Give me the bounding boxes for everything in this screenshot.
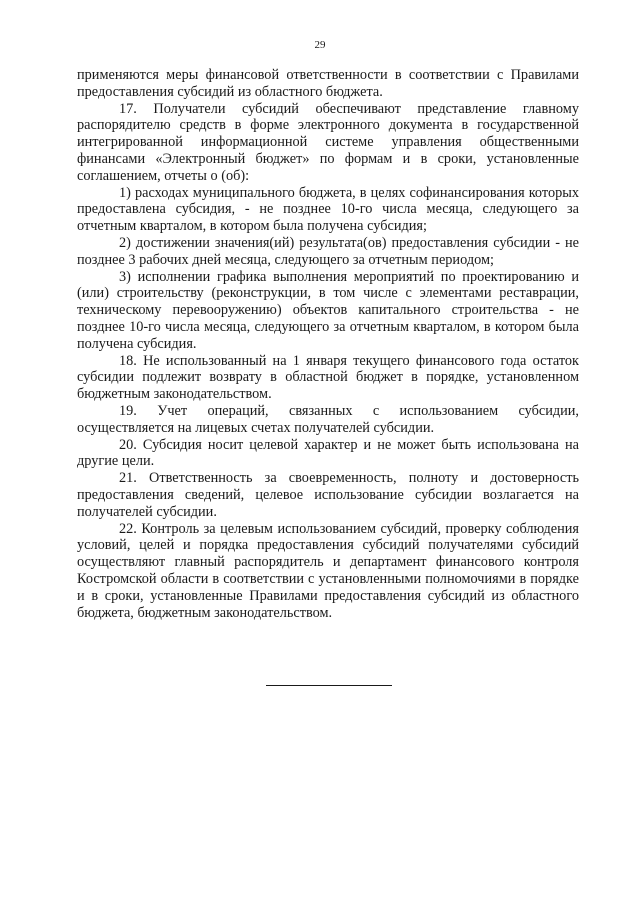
paragraph-17-item-3: 3) исполнении графика выполнения мероприятий по проектированию и (или) строительству (реконструкции, в том числе с элементами реставрации, техническому перевооружению) объектов капитального строительства - не позднее 10-го числа месяца, следующего за отчетным кварталом, в котором была получена субсидия. xyxy=(77,268,579,352)
paragraph-21: 21. Ответственность за своевременность, полноту и достоверность предоставления сведений, целевое использование субсидии возлагается на получателей субсидии. xyxy=(77,470,579,520)
paragraph-17-item-1: 1) расходах муниципального бюджета, в целях софинансирования которых предоставлена субсидия, - не позднее 10-го числа месяца, следующего за отчетным кварталом, в котором была получена субсидия; xyxy=(77,184,579,235)
page-number: 29 xyxy=(314,39,326,51)
paragraph-17: 17. Получатели субсидий обеспечивают представление главному распорядителю средств в форме электронного документа в государственной интегрированной информационной системе управления общественными финансами «Электронный бюджет» по формам и в сроки, установленные соглашением, отчеты о (об): xyxy=(77,100,579,184)
closing-divider xyxy=(266,685,392,686)
paragraph-18: 18. Не использованный на 1 января текущего финансового года остаток субсидии подлежит возврату в областной бюджет в порядке, установленном бюджетным законодательством. xyxy=(77,352,579,403)
paragraph-19: 19. Учет операций, связанных с использованием субсидии, осуществляется на лицевых счетах получателей субсидии. xyxy=(77,402,579,436)
document-body xyxy=(77,67,579,621)
paragraph-20: 20. Субсидия носит целевой характер и не может быть использована на другие цели. xyxy=(77,436,579,470)
paragraph-continuation: применяются меры финансовой ответственности в соответствии с Правилами предоставления субсидий из областного бюджета. xyxy=(77,67,579,100)
paragraph-17-item-2: 2) достижении значения(ий) результата(ов) предоставления субсидии - не позднее 3 рабочих дней месяца, следующего за отчетным периодом; xyxy=(77,234,579,268)
paragraph-22: 22. Контроль за целевым использованием субсидий, проверку соблюдения условий, целей и порядка предоставления субсидий получателями субсидий осуществляют главный распорядитель и департамент финансового контроля Костромской области в соответствии с установленными полномочиями в порядке и в сроки, установленные Правилами предоставления субсидий из областного бюджета, бюджетным законодательством. xyxy=(77,520,579,621)
